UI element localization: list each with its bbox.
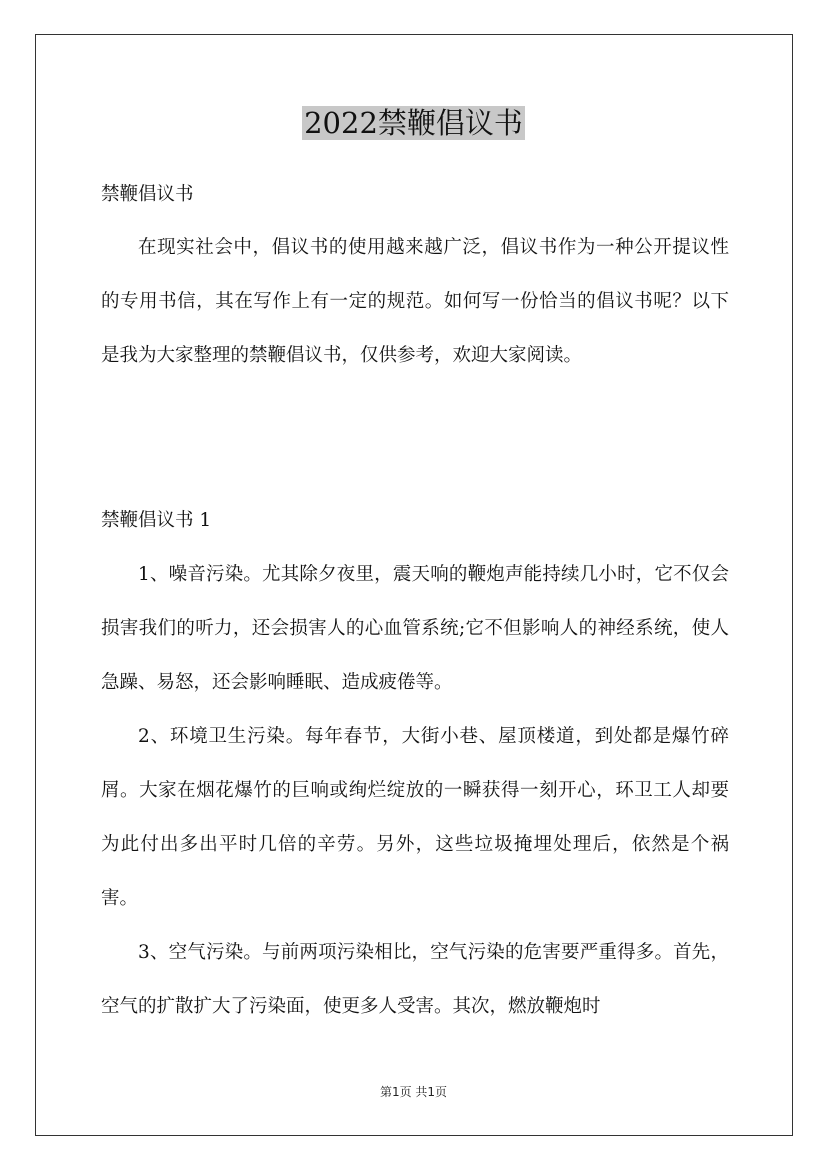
page-footer: 第1页 共1页 [379,1085,448,1099]
intro-paragraph: 在现实社会中，倡议书的使用越来越广泛，倡议书作为一种公开提议性的专用书信，其在写作上有一定的规范。如何写一份恰当的倡议书呢？以下是我为大家整理的禁鞭倡议书，仅供参考，欢迎大家阅读。 [101,237,729,366]
document-subtitle: 禁鞭倡议书 [101,184,194,205]
document-title [0,104,827,142]
paragraph-2: 2、环境卫生污染。每年春节，大街小巷、屋顶楼道，到处都是爆竹碎屑。大家在烟花爆竹的巨响或绚烂绽放的一瞬获得一刻开心，环卫工人却要为此付出多出平时几倍的辛劳。另外，这些垃圾掩埋处理后，依然是个祸害。 [101,726,729,909]
paragraph-1: 1、噪音污染。尤其除夕夜里，震天响的鞭炮声能持续几小时，它不仅会损害我们的听力，还会损害人的心血管系统;它不但影响人的神经系统，使人急躁、易怒，还会影响睡眠、造成疲倦等。 [101,564,729,693]
document-title-text: 2022禁鞭倡议书 [304,106,523,140]
paragraph-3: 3、空气污染。与前两项污染相比，空气污染的危害要严重得多。首先，空气的扩散扩大了污染面，使更多人受害。其次，燃放鞭炮时 [101,942,729,1017]
section-heading: 禁鞭倡议书 1 [101,510,212,531]
